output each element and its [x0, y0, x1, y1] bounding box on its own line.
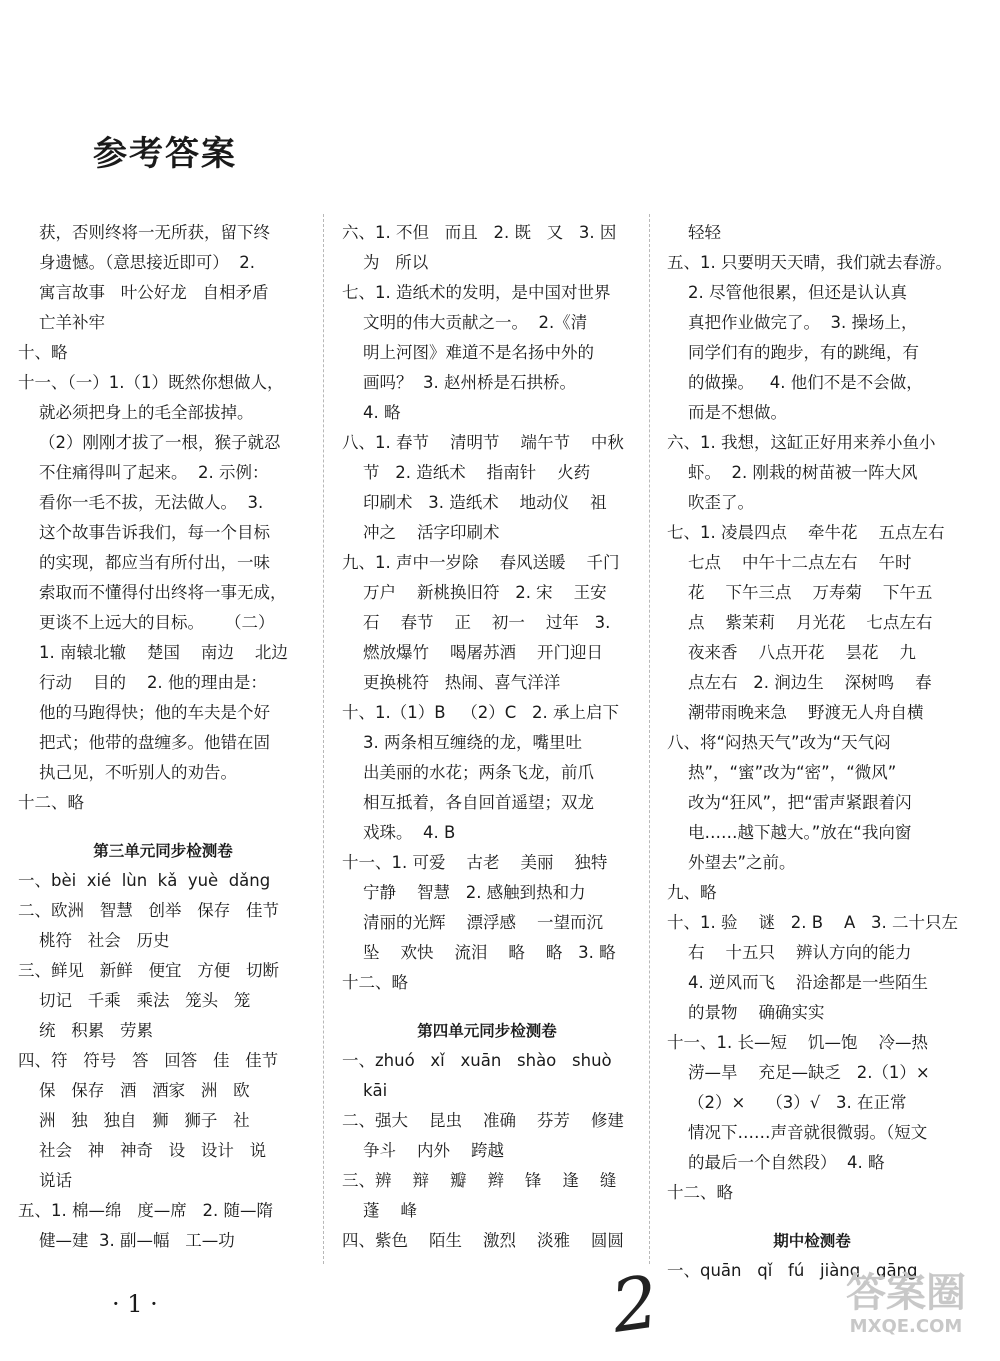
page-title: 参考答案	[93, 134, 237, 174]
answer-line: 索取而不懂得付出终将一事无成，	[18, 583, 287, 602]
answer-line: 画吗？ 3. 赵州桥是石拱桥。	[342, 373, 576, 392]
answer-line: 为 所以	[342, 253, 429, 272]
answer-line: kāi	[342, 1081, 388, 1100]
answer-line: 五、1. 只要明天天晴，我们就去春游。	[667, 253, 952, 272]
answer-line: 节 2. 造纸术 指南针 火药	[342, 463, 591, 482]
answer-line: 真把作业做完了。 3. 操场上，	[667, 313, 918, 332]
section-gap	[342, 998, 632, 1016]
answer-line: 切记 千乘 乘法 笼头 笼	[18, 991, 251, 1010]
answer-line: 右 十五只 辨认方向的能力	[667, 943, 912, 962]
answer-line: 万户 新桃换旧符 2. 宋 王安	[342, 583, 607, 602]
answer-line: （2）× （3）√ 3. 在正常	[667, 1093, 907, 1112]
answer-line: 外望去”之前。	[667, 853, 796, 872]
answer-line: （2）刚刚才拔了一根，猴子就忍	[18, 433, 281, 452]
answer-line: 三、鲜见 新鲜 便宜 方便 切断	[18, 961, 279, 980]
answer-line: 情况下……声音就很微弱。（短文	[667, 1123, 928, 1142]
answer-line: 十、1.（1）B （2）C 2. 承上启下	[342, 703, 620, 722]
answer-line: 六、1. 不但 而且 2. 既 又 3. 因	[342, 223, 617, 242]
column-divider	[323, 214, 324, 1264]
answer-line: 统 积累 劳累	[18, 1021, 153, 1040]
answer-line: 电……越下越大。”放在“我向窗	[667, 823, 912, 842]
answer-line: 六、1. 我想，这缸正好用来养小鱼小	[667, 433, 936, 452]
answer-line: 洲 独 独自 狮 狮子 社	[18, 1111, 250, 1130]
answer-line: 清丽的光辉 漂浮感 一望而沉	[342, 913, 603, 932]
answer-line: 4. 逆风而飞 沿途都是一些陌生	[667, 973, 928, 992]
answer-line: 一、quān qǐ fú jiàng gāng	[667, 1261, 918, 1280]
answer-line: 二、强大 昆虫 准确 芬芳 修建	[342, 1111, 624, 1130]
section-heading: 第四单元同步检测卷	[417, 1022, 557, 1040]
answer-line: 的实现，都应当有所付出，一味	[18, 553, 270, 572]
page-number: · 1 ·	[112, 1290, 158, 1318]
answer-line: 行动 目的 2. 他的理由是：	[18, 673, 267, 692]
answer-line: 九、1. 声中一岁除 春风送暖 千门	[342, 553, 620, 572]
answer-line: 十、略	[18, 343, 68, 362]
answer-line: 他的马跑得快；他的车夫是个好	[18, 703, 270, 722]
answer-column-1	[18, 218, 308, 1256]
answer-line: 把式；他带的盘缠多。他错在固	[18, 733, 270, 752]
answer-line: 二、欧洲 智慧 创举 保存 佳节	[18, 901, 279, 920]
answer-line: 石 春节 正 初一 过年 3.	[342, 613, 611, 632]
answer-line: 文明的伟大贡献之一。 2.《清	[342, 313, 588, 332]
answer-line: 花 下午三点 万寿菊 下午五	[667, 583, 933, 602]
answer-line: 身遗憾。（意思接近即可） 2.	[18, 253, 255, 272]
answer-line: 2. 尽管他很累，但还是认认真	[667, 283, 907, 302]
answer-line: 七点 中午十二点左右 午时	[667, 553, 912, 572]
answer-line: 寓言故事 叶公好龙 自相矛盾	[18, 283, 269, 302]
answer-line: 虾。 2. 刚栽的树苗被一阵大风	[667, 463, 918, 482]
answer-line: 戏珠。 4. B	[342, 823, 456, 842]
answer-line: 蓬 峰	[342, 1201, 417, 1220]
answer-line: 七、1. 凌晨四点 牵牛花 五点左右	[667, 523, 945, 542]
answer-line: 执己见，不听别人的劝告。	[18, 763, 237, 782]
answer-line: 十二、略	[667, 1183, 733, 1202]
section-heading: 第三单元同步检测卷	[93, 842, 233, 860]
answer-line: 印刷术 3. 造纸术 地动仪 祖	[342, 493, 607, 512]
answer-line: 涝—旱 充足—缺乏 2.（1）×	[667, 1063, 930, 1082]
answer-line: 保 保存 酒 酒家 洲 欧	[18, 1081, 250, 1100]
answer-line: 争斗 内外 跨越	[342, 1141, 504, 1160]
handwritten-mark: 2	[606, 1259, 664, 1349]
answer-line: 的做操。 4. 他们不是不会做，	[667, 373, 923, 392]
answer-line: 点 紫茉莉 月光花 七点左右	[667, 613, 933, 632]
answer-line: 吹歪了。	[667, 493, 754, 512]
answer-line: 更谈不上远大的目标。 （二）	[18, 613, 275, 632]
answer-line: 改为“狂风”，把“雷声紧跟着闪	[667, 793, 912, 812]
answer-line: 出美丽的水花；两条飞龙，前爪	[342, 763, 594, 782]
answer-line: 坠 欢快 流泪 略 略 3. 略	[342, 943, 616, 962]
answer-line: 四、紫色 陌生 激烈 淡雅 圆圆	[342, 1231, 624, 1250]
answer-line: 点左右 2. 涧边生 深树鸣 春	[667, 673, 932, 692]
answer-line: 看你一毛不拔，无法做人。 3.	[18, 493, 264, 512]
site-watermark	[820, 1270, 992, 1350]
answer-line: 的最后一个自然段） 4. 略	[667, 1153, 885, 1172]
answer-line: 燃放爆竹 喝屠苏酒 开门迎日	[342, 643, 603, 662]
answer-line: 3. 两条相互缠绕的龙，嘴里吐	[342, 733, 582, 752]
answer-line: 社会 神 神奇 设 设计 说	[18, 1141, 267, 1160]
answer-line: 一、bèi xié lùn kǎ yuè dǎng	[18, 871, 271, 890]
watermark-url: MXQE.COM	[849, 1316, 963, 1337]
answer-line: 明上河图》难道不是名扬中外的	[342, 343, 594, 362]
answer-line: 更换桃符 热闹、喜气洋洋	[342, 673, 561, 692]
answer-line: 1. 南辕北辙 楚国 南边 北边	[18, 643, 288, 662]
column-divider	[649, 214, 650, 1264]
answer-line: 健—建 3. 副—幅 工—功	[18, 1231, 235, 1250]
answer-line: 不住痛得叫了起来。 2. 示例：	[18, 463, 269, 482]
answer-line: 一、zhuó xǐ xuān shào shuò	[342, 1051, 612, 1070]
answer-line: 九、略	[667, 883, 717, 902]
answer-line: 的景物 确确实实	[667, 1003, 825, 1022]
answer-line: 五、1. 棉—绵 度—席 2. 随—隋	[18, 1201, 273, 1220]
answer-line: 轻轻	[667, 223, 721, 242]
section-gap	[18, 818, 308, 836]
answer-line: 潮带雨晚来急 野渡无人舟自横	[667, 703, 924, 722]
answer-line: 同学们有的跑步，有的跳绳，有	[667, 343, 919, 362]
answer-line: 四、符 符号 答 回答 佳 佳节	[18, 1051, 279, 1070]
answer-line: 说话	[18, 1171, 72, 1190]
answer-line: 4. 略	[342, 403, 401, 422]
answer-line: 桃符 社会 历史	[18, 931, 170, 950]
answer-line: 十一、（一）1.（1）既然你想做人，	[18, 373, 284, 392]
answer-line: 十二、略	[18, 793, 84, 812]
answer-line: 十一、1. 长—短 饥—饱 冷—热	[667, 1033, 928, 1052]
answer-column-2	[342, 218, 632, 1256]
answer-line: 十、1. 验 谜 2. B A 3. 二十只左	[667, 913, 958, 932]
answer-line: 这个故事告诉我们，每一个目标	[18, 523, 270, 542]
answer-line: 夜来香 八点开花 昙花 九	[667, 643, 916, 662]
answer-line: 十二、略	[342, 973, 408, 992]
answer-line: 宁静 智慧 2. 感触到热和力	[342, 883, 586, 902]
answer-line: 热”，“蜜”改为“密”，“微风”	[667, 763, 897, 782]
answer-line: 而是不想做。	[667, 403, 787, 422]
watermark-logo: 答案圈	[846, 1270, 966, 1316]
answer-line: 亡羊补牢	[18, 313, 105, 332]
answer-line: 七、1. 造纸术的发明，是中国对世界	[342, 283, 611, 302]
section-heading: 期中检测卷	[773, 1232, 851, 1250]
answer-line: 八、将“闷热天气”改为“天气闷	[667, 733, 891, 752]
section-gap	[667, 1208, 957, 1226]
answer-line: 八、1. 春节 清明节 端午节 中秋	[342, 433, 624, 452]
answer-line: 十一、1. 可爱 古老 美丽 独特	[342, 853, 608, 872]
answer-line: 相互抵着，各自回首遥望；双龙	[342, 793, 594, 812]
answer-line: 就必须把身上的毛全部拔掉。	[18, 403, 254, 422]
answer-line: 冲之 活字印刷术	[342, 523, 500, 542]
answer-column-3	[667, 218, 957, 1286]
answer-line: 三、辨 辩 瓣 辫 锋 逢 缝	[342, 1171, 617, 1190]
answer-line: 获，否则终将一无所获，留下终	[18, 223, 270, 242]
